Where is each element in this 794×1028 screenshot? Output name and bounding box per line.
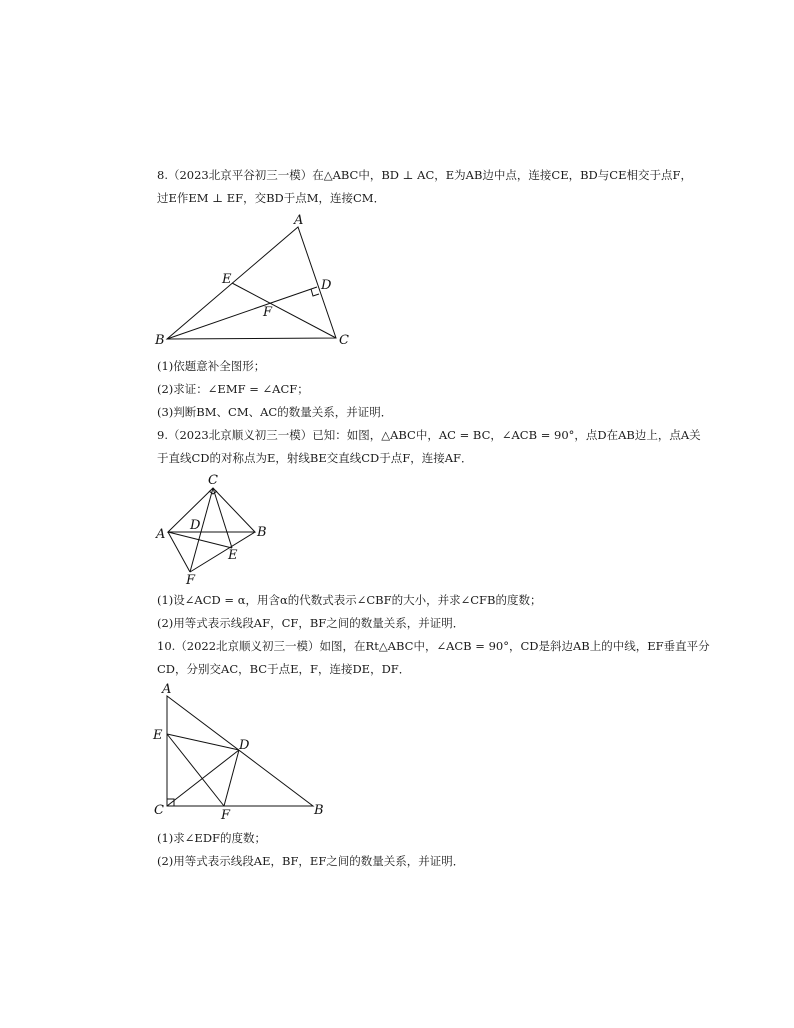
q9-stem-line1: 9.（2023北京顺义初三一模）已知：如图，△ABC中，AC = BC，∠ACB = 90°，点D在AB边上，点A关 [157, 428, 701, 442]
q10-label-d: D [239, 738, 250, 753]
q9-label-e: E [228, 548, 238, 563]
q9-figure [150, 470, 280, 588]
q8-label-d: D [321, 278, 332, 293]
q10-stem-line1: 10.（2022北京顺义初三一模）如图，在Rt△ABC中，∠ACB = 90°，CD是斜边AB上的中线，EF垂直平分 [157, 639, 710, 653]
q8-triangle-abc [167, 227, 336, 339]
q9-label-a: A [156, 527, 166, 542]
q8-figure [150, 210, 360, 350]
q10-part2: (2)用等式表示线段AE，BF，EF之间的数量关系，并证明． [157, 854, 465, 868]
q9-part2: (2)用等式表示线段AF，CF，BF之间的数量关系，并证明． [157, 616, 465, 630]
q8-label-c: C [339, 333, 349, 348]
q8-stem-line2: 过E作EM ⊥ EF，交BD于点M，连接CM． [157, 191, 386, 205]
q9-label-d: D [190, 518, 201, 533]
q8-part3: (3)判断BM、CM、AC的数量关系，并证明． [157, 405, 393, 419]
q9-label-f: F [186, 573, 196, 588]
q8-part1: (1)依题意补全图形； [157, 359, 266, 373]
q8-label-a: A [294, 213, 304, 228]
q10-label-b: B [314, 803, 324, 818]
q10-segment-cd [167, 750, 239, 806]
q10-figure [150, 682, 330, 822]
q9-stem-line2: 于直线CD的对称点为E，射线BE交直线CD于点F，连接AF． [157, 451, 473, 465]
q8-segment-bd [167, 287, 317, 339]
q8-label-e: E [222, 272, 232, 287]
q9-label-b: B [257, 525, 267, 540]
q9-label-c: C [208, 473, 218, 488]
q10-label-f: F [221, 808, 231, 822]
q8-right-angle-mark [311, 289, 319, 296]
q9-part1: (1)设∠ACD = α，用含α的代数式表示∠CBF的大小，并求∠CFB的度数； [157, 593, 542, 607]
q9-right-angle-mark [209, 491, 217, 494]
q10-segment-df [224, 750, 239, 806]
q9-segment-ce [213, 488, 232, 548]
q8-label-f: F [263, 305, 273, 320]
q9-segment-af [168, 532, 190, 572]
q10-label-c: C [154, 803, 164, 818]
q8-part2: (2)求证：∠EMF = ∠ACF； [157, 382, 309, 396]
q10-label-e: E [153, 728, 163, 743]
q10-stem-line2: CD，分别交AC，BC于点E，F，连接DE，DF． [157, 662, 411, 676]
q8-stem-line1: 8.（2023北京平谷初三一模）在△ABC中，BD ⊥ AC，E为AB边中点，连接CE，BD与CE相交于点F， [157, 168, 692, 182]
q8-label-b: B [155, 333, 165, 348]
q10-label-a: A [162, 682, 172, 697]
q10-part1: (1)求∠EDF的度数； [157, 831, 267, 845]
